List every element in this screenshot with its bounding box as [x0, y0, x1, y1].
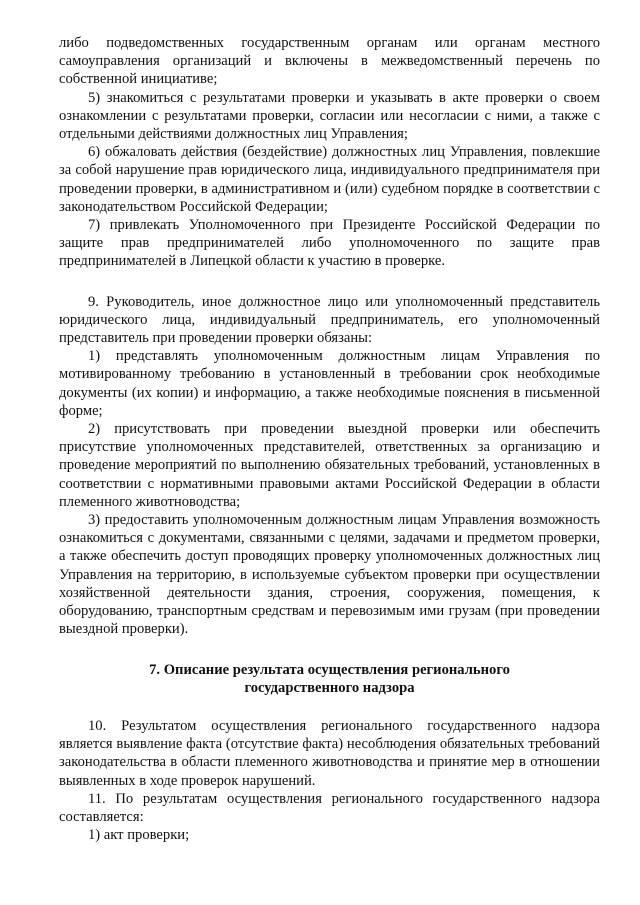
paragraph-duty-1: 1) представлять уполномоченным должностным лицам Управления по мотивированному требованию в установленный в требовании срок необходимые документы (их копии) и информацию, а также необходимые пояснения в письменной форме;	[59, 348, 600, 419]
paragraph-right-7: 7) привлекать Уполномоченного при Президенте Российской Федерации по защите прав предпринимателей либо уполномоченного по защите прав предпринимателей в Липецкой области к участию в проверке.	[59, 217, 600, 270]
paragraph-item-10: 10. Результатом осуществления регионального государственного надзора является выявление факта (отсутствие факта) несоблюдения обязательных требований законодательства в области племенного животноводства и принятие мер в отношении выявленных в ходе проверок нарушений.	[59, 717, 600, 789]
paragraph-duty-3: 3) предоставить уполномоченным должностным лицам Управления возможность ознакомиться с документами, связанными с целями, задачами и предметом проверки, а также обеспечить доступ проводящих проверку уполномоченных должностных лиц Управления на территорию, в используемые субъектом проверки при осуществлении хозяйственной деятельности здания, строения, сооружения, помещения, к оборудованию, транспортным средствам и перевозимым ими грузам (при проведении выездной проверки).	[59, 512, 600, 638]
paragraph-duty-2: 2) присутствовать при проведении выездной проверки или обеспечить присутствие уполномоченных представителей, ответственных за организацию и проведение мероприятий по выполнению обязательных требований, установленных в соответствии с нормативными правовыми актами Российской Федерации в области племенного животноводства;	[59, 421, 600, 510]
section-heading-line1: 7. Описание результата осуществления регионального	[149, 661, 510, 678]
paragraph-right-6: 6) обжаловать действия (бездействие) должностных лиц Управления, повлекшие за собой нарушение прав юридического лица, индивидуального предпринимателя при проведении проверки, в административном и (или) судебном порядке в соответствии с законодательством Российской Федерации;	[59, 144, 600, 215]
spacer	[59, 271, 600, 293]
spacer	[59, 639, 600, 661]
paragraph-right-5: 5) знакомиться с результатами проверки и указывать в акте проверки о своем ознакомлении с результатами проверки, согласии или несогласии с ними, а также с отдельными действиями должностных лиц Управления;	[59, 89, 600, 143]
paragraph-item-9: 9. Руководитель, иное должностное лицо или уполномоченный представитель юридического лица, индивидуальный предприниматель, его уполномоченный представитель при проведении проверки обязаны:	[59, 293, 600, 347]
paragraph-item-11: 11. По результатам осуществления регионального государственного надзора составляется:	[59, 790, 600, 825]
section-heading-line2: государственного надзора	[244, 679, 415, 696]
paragraph-act: 1) акт проверки;	[88, 827, 190, 844]
spacer	[59, 697, 600, 717]
paragraph-continuation: либо подведомственных государственным органам или органам местного самоуправления организаций и включены в межведомственный перечень по собственной инициативе;	[59, 35, 600, 88]
